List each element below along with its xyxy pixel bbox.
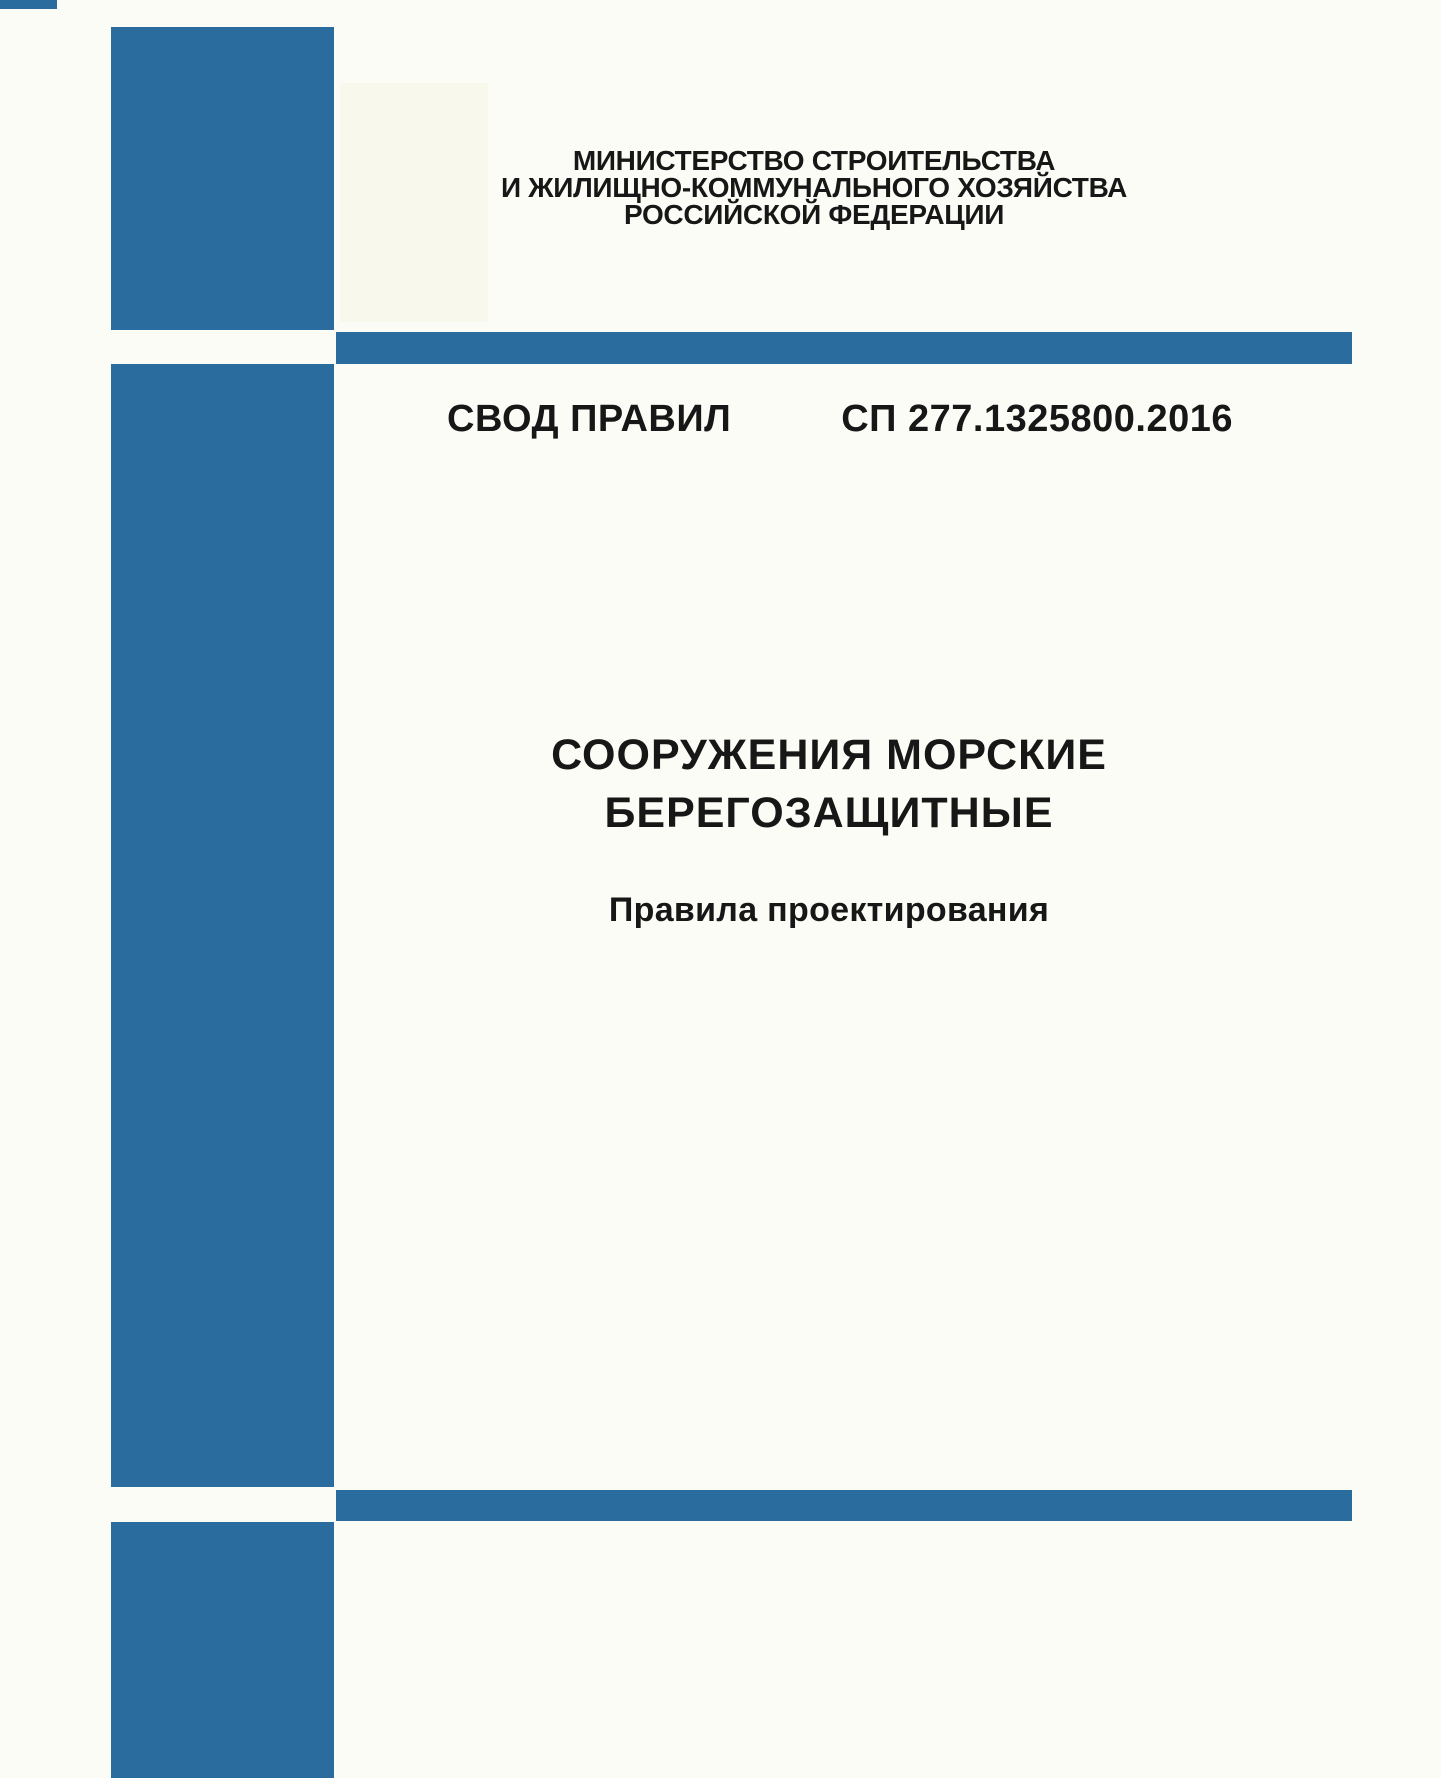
top-left-accent-block (111, 27, 334, 330)
ministry-line-3: РОССИЙСКОЙ ФЕДЕРАЦИИ (623, 199, 1005, 230)
document-title (320, 726, 1338, 842)
ministry-line-2: И ЖИЛИЩНО-КОММУНАЛЬНОГО ХОЗЯЙСТВА (500, 172, 1128, 203)
ministry-line-1: МИНИСТЕРСТВО СТРОИТЕЛЬСТВА (572, 145, 1056, 176)
bottom-left-accent-block (111, 1522, 334, 1778)
left-accent-column (111, 364, 334, 1487)
top-accent-bar (336, 332, 1352, 364)
title-line-2: БЕРЕГОЗАЩИТНЫЕ (604, 789, 1054, 837)
document-kind-row (447, 397, 1233, 441)
bottom-accent-bar (336, 1490, 1352, 1521)
title-line-1: СООРУЖЕНИЯ МОРСКИЕ (551, 731, 1107, 779)
ministry-header (334, 147, 1294, 228)
top-left-corner-fragment (0, 0, 57, 9)
document-code: СП 277.1325800.2016 (841, 398, 1233, 440)
document-kind-label: СВОД ПРАВИЛ (447, 398, 732, 440)
document-subtitle: Правила проектирования (608, 891, 1050, 929)
title-block (320, 726, 1338, 930)
